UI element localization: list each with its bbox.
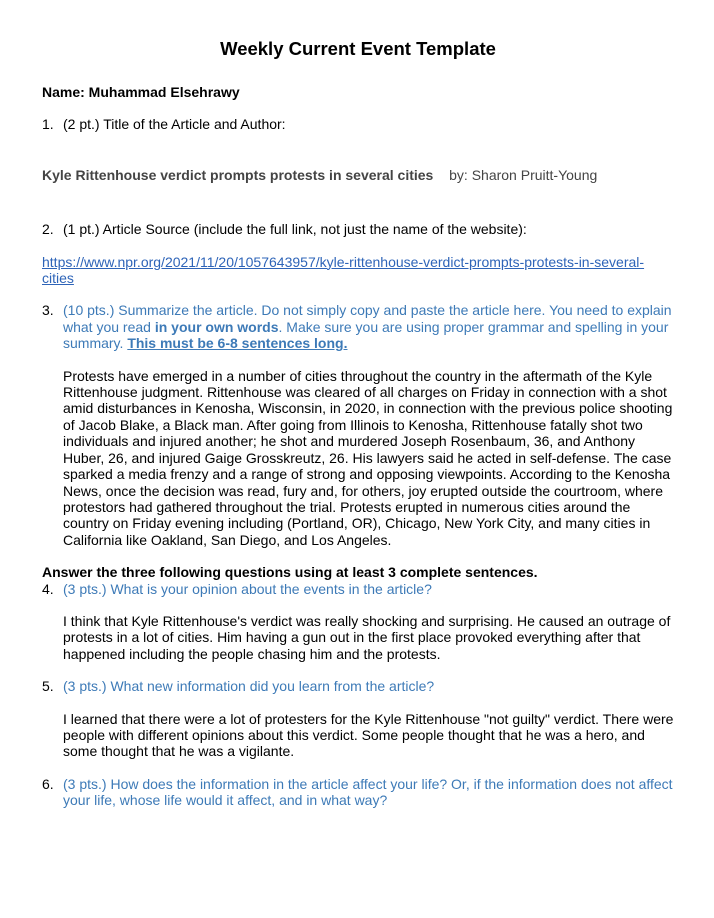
question-3-prompt-bold: in your own words bbox=[154, 318, 279, 335]
question-3-answer: Protests have emerged in a number of cities throughout the country in the aftermath of the Kyle Rittenhouse judgment. Rittenhouse was cleared of all charges on Friday in connection with a shot amid disturbances in Kenosha, Wisconsin, in 2020, in connection with the previous police shooting of Jacob Blake, a Black man. After going from Illinois to Kenosha, Rittenhouse fatally shot two individuals and injured another; he shot and murdered Joseph Rosenbaum, 36, and Anthony Huber, 26, and injured Gaige Grosskreutz, 26. His lawyers said he acted in self-defense. The case sparked a media frenzy and a range of strong and opposing viewpoints. According to the Kenosha News, once the decision was read, fury and, for others, joy erupted outside the courtroom, where protestors had gathered throughout the trial. Protests erupted in numerous cities around the country on Friday evening including (Portland, OR), Chicago, New York City, and many cities in California like Oakland, San Diego, and Los Angeles. bbox=[63, 367, 673, 548]
question-3-prompt-part-2: . Make sure you are using proper grammar and spelling in your summary. bbox=[63, 318, 669, 352]
section-heading: Answer the three following questions using at least 3 complete sentences. bbox=[42, 564, 538, 581]
question-3-prompt bbox=[63, 302, 674, 351]
question-number: 5. bbox=[42, 678, 54, 695]
question-4-prompt: (3 pts.) What is your opinion about the events in the article? bbox=[63, 580, 432, 597]
question-3-prompt-underlined: This must be 6-8 sentences long. bbox=[127, 335, 348, 352]
article-title: Kyle Rittenhouse verdict prompts protests in several cities bbox=[42, 166, 434, 183]
source-link-line-1[interactable]: https://www.npr.org/2021/11/20/1057643957/kyle-rittenhouse-verdict-prompts-protests-in-several- bbox=[42, 253, 645, 270]
question-number: 1. bbox=[42, 116, 54, 133]
source-link[interactable] bbox=[42, 254, 674, 287]
source-link-line-2[interactable]: cities bbox=[42, 270, 74, 287]
question-3-prompt-part-1: (10 pts.) Summarize the article. Do not simply copy and paste the article here. You need to explain what you read bbox=[63, 302, 672, 335]
document-title: Weekly Current Event Template bbox=[220, 38, 496, 59]
question-number: 4. bbox=[42, 580, 54, 597]
question-2-prompt: (1 pt.) Article Source (include the full link, not just the name of the website): bbox=[63, 221, 527, 238]
article-author: by: Sharon Pruitt-Young bbox=[449, 166, 598, 183]
question-5 bbox=[42, 678, 674, 694]
question-2 bbox=[42, 221, 674, 237]
question-5-prompt: (3 pts.) What new information did you learn from the article? bbox=[63, 678, 435, 695]
student-name: Name: Muhammad Elsehrawy bbox=[42, 84, 240, 100]
question-6 bbox=[42, 776, 674, 809]
question-6-prompt: (3 pts.) How does the information in the article affect your life? Or, if the information does not affect your life, whose life would it affect, and in what way? bbox=[63, 775, 673, 809]
question-3 bbox=[42, 302, 674, 351]
question-5-answer: I learned that there were a lot of protesters for the Kyle Rittenhouse "not guilty" verdict. There were people with different opinions about this verdict. Some people thought that he was a hero, and some thought that he was a vigilante. bbox=[63, 710, 674, 760]
question-number: 6. bbox=[42, 775, 54, 792]
article-title-line bbox=[42, 167, 674, 183]
question-number: 2. bbox=[42, 221, 54, 238]
question-4 bbox=[42, 581, 674, 597]
question-1-prompt: (2 pt.) Title of the Article and Author: bbox=[63, 116, 286, 133]
question-4-answer: I think that Kyle Rittenhouse's verdict was really shocking and surprising. He caused an outrage of protests in a lot of cities. Him having a gun out in the first place provoked everything after that happened including the people chasing him and the protests. bbox=[63, 612, 671, 662]
question-1 bbox=[42, 116, 674, 132]
question-number: 3. bbox=[42, 302, 54, 319]
